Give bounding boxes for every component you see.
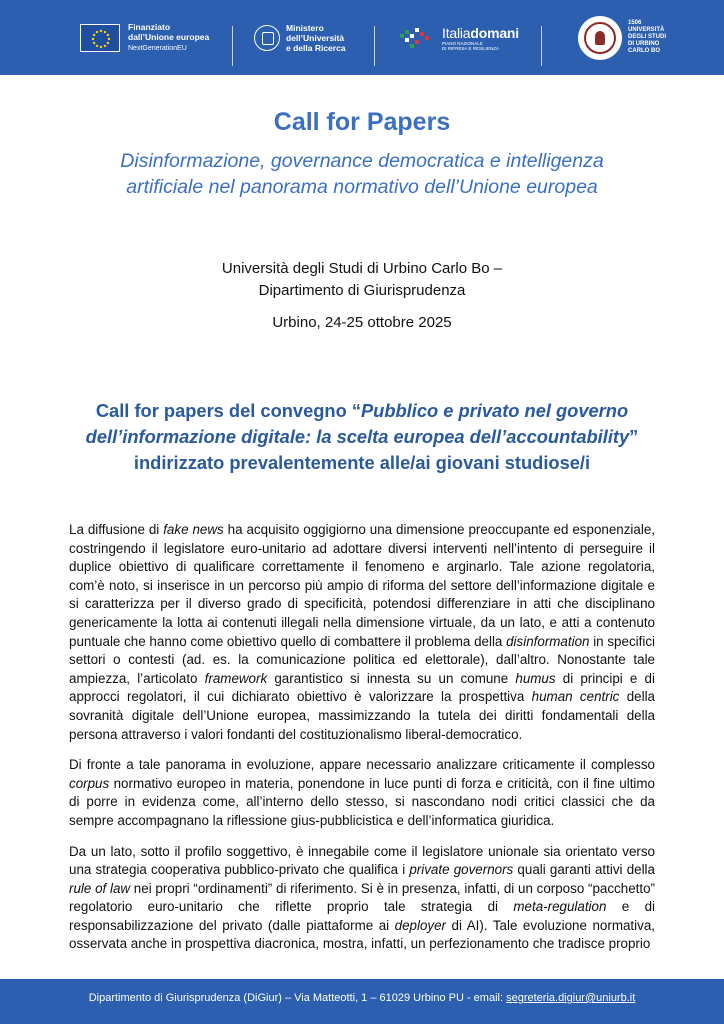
- eu-logo-line1: Finanziato: [128, 21, 171, 32]
- eu-logo-line2: dall’Unione europea: [128, 31, 210, 42]
- p1-text: garantistico si innesta su un comune: [267, 670, 516, 686]
- p1-italic: humus: [515, 670, 556, 686]
- footer-contact: [0, 992, 724, 1004]
- p1-italic: disinformation: [506, 633, 590, 649]
- ministry-logo-text: [286, 23, 346, 53]
- p1-text: della sovranità digitale dell’Unione europea, massimizzando la tutela dei diritti fondamentali della persona attraverso i valori fondanti del costituzionalismo liberal-democratico.: [69, 689, 656, 742]
- uni-logo-line5: CARLO BO: [628, 48, 660, 54]
- paragraph-2: [69, 756, 655, 830]
- p1-italic: framework: [204, 670, 268, 686]
- p2-text: Di fronte a tale panorama in evoluzione, appare necessario analizzare criticamente il complesso: [69, 757, 655, 773]
- cfp-line2-b: ”: [629, 426, 639, 447]
- university-line1: Università degli Studi di Urbino Carlo Bo –: [221, 260, 503, 277]
- paragraph-1: [69, 521, 655, 744]
- p3-text: nei propri “ordinamenti” di riferimento. Si è in presenza, infatti, di un corposo “pacchetto” regolatorio euro-unitario che riflette proprio tale strategia di: [69, 880, 655, 915]
- p3-italic: deployer: [394, 917, 447, 933]
- university-line2: Dipartimento di Giurisprudenza: [258, 282, 466, 299]
- italian-emblem-icon: [254, 25, 280, 51]
- footer-address: Dipartimento di Giurisprudenza (DiGiur) – Via Matteotti, 1 – 61029 Urbino PU - email:: [88, 992, 507, 1004]
- university-logo-text: [628, 20, 666, 55]
- subtitle-line1: Disinformazione, governance democratica e intelligenza: [120, 150, 604, 172]
- ministry-line2: dell’Università: [286, 32, 345, 43]
- eu-logo-line3: NextGenerationEU: [128, 44, 187, 52]
- ministry-logo: [254, 10, 346, 65]
- uni-logo-line3: DEGLI STUDI: [628, 34, 667, 40]
- p2-italic: corpus: [69, 775, 110, 791]
- eu-logo-text: [128, 22, 209, 54]
- p3-italic: meta-regulation: [513, 899, 607, 915]
- page-subtitle: [40, 148, 684, 200]
- italia-name-a: Italia: [442, 24, 471, 41]
- p1-italic: fake news: [163, 522, 224, 537]
- subtitle-line2: artificiale nel panorama normativo dell’Unione europea: [126, 176, 598, 198]
- uni-logo-line4: DI URBINO: [628, 41, 660, 47]
- italia-domani-logo: [398, 10, 519, 65]
- italia-sub2: DI RIPRESA E RESILIENZA: [442, 45, 500, 51]
- cfp-line2-a: dell’informazione digitale: la scelta europea dell’accountability: [85, 426, 630, 447]
- italia-name-b: domani: [470, 24, 519, 41]
- p1-text: ha acquisito oggigiorno una dimensione preoccupante ed esponenziale, costringendo il legislatore euro-unitario ad adottare diversi interventi nell’intento di perseguire il duplice obiettivo di qualificare correttamente il fenomeno e arginarlo. Tale azione regolatoria, com’è noto, si inserisce in un percorso più ampio di riforma del settore dell’informazione digitale e si caratterizza per il diverso grado di specificità, potendosi differenziare in atti che disciplinano genericamente la lotta ai contenuti illegali nella dimensione virtuale, da un lato, e atti a contenuto puntuale che hanno come obiettivo quello di combattere il problema della: [69, 522, 655, 649]
- p3-italic: private governors: [409, 862, 514, 878]
- ministry-line3: e della Ricerca: [286, 42, 346, 53]
- paragraph-3: [69, 843, 655, 955]
- page-title: Call for Papers: [273, 108, 451, 136]
- eu-flag-icon: [80, 24, 120, 52]
- p3-text: e di responsabilizzazione del privato (dalle piattaforme ai: [69, 899, 655, 933]
- uni-logo-line2: UNIVERSITÀ: [628, 27, 665, 33]
- p2-text: normativo europeo in materia, ponendone in luce punti di forza e criticità, con il fine ultimo di porre in evidenza come, all’interno dello stesso, si nascondano nodi critici classici che da sempre accompagnano la riflessione gius-pubblicistica e dell’informatica giuridica.: [69, 775, 655, 828]
- p1-italic: human centric: [531, 689, 620, 705]
- cfp-line1-b: Pubblico e privato nel governo: [360, 400, 629, 421]
- header-divider: [374, 26, 375, 66]
- header-divider: [541, 26, 542, 66]
- event-date: Urbino, 24-25 ottobre 2025: [272, 314, 452, 331]
- cfp-line3: indirizzato prevalentemente alle/ai giovani studiose/i: [133, 452, 591, 473]
- call-for-papers-heading: [50, 398, 674, 476]
- university-seal-icon: [578, 16, 622, 60]
- header-band: [0, 0, 724, 75]
- p1-text: di principi e di approcci regolatori, il cui dichiarato obiettivo è valorizzare la prospettiva: [69, 670, 655, 705]
- uni-logo-line1: 1506: [628, 20, 642, 26]
- p1-text: La diffusione di: [69, 522, 164, 537]
- p3-text: di AI). Tale evoluzione normativa, osservata anche in prospettiva diacronica, mostra, infatti, un perfezionamento che tradisce proprio: [69, 917, 655, 952]
- p1-text: in specifici settori o contesti (ad. es. la comunicazione politica ed elettorale), dall’altro. Nonostante tale ampiezza, l’articolato: [69, 633, 655, 686]
- body-text: [69, 521, 655, 966]
- italia-sub1: PIANO NAZIONALE: [442, 40, 483, 46]
- ministry-line1: Ministero: [286, 22, 324, 33]
- cfp-line1-a: Call for papers del convegno “: [95, 400, 361, 421]
- italia-domani-text: [442, 25, 519, 51]
- p3-italic: rule of law: [69, 880, 131, 896]
- italia-domani-mark-icon: [398, 24, 438, 52]
- university-logo: [578, 10, 666, 65]
- footer-email-link[interactable]: segreteria.digiur@uniurb.it: [506, 992, 636, 1004]
- p3-text: Da un lato, sotto il profilo soggettivo, è innegabile come il legislatore unionale sia orientato verso una strategia cooperativa pubblico-privato che qualifica i: [69, 843, 655, 878]
- p3-text: quali garanti attivi della: [513, 862, 655, 878]
- header-divider: [232, 26, 233, 66]
- eu-funding-logo: [80, 10, 209, 65]
- university-name: [0, 258, 724, 302]
